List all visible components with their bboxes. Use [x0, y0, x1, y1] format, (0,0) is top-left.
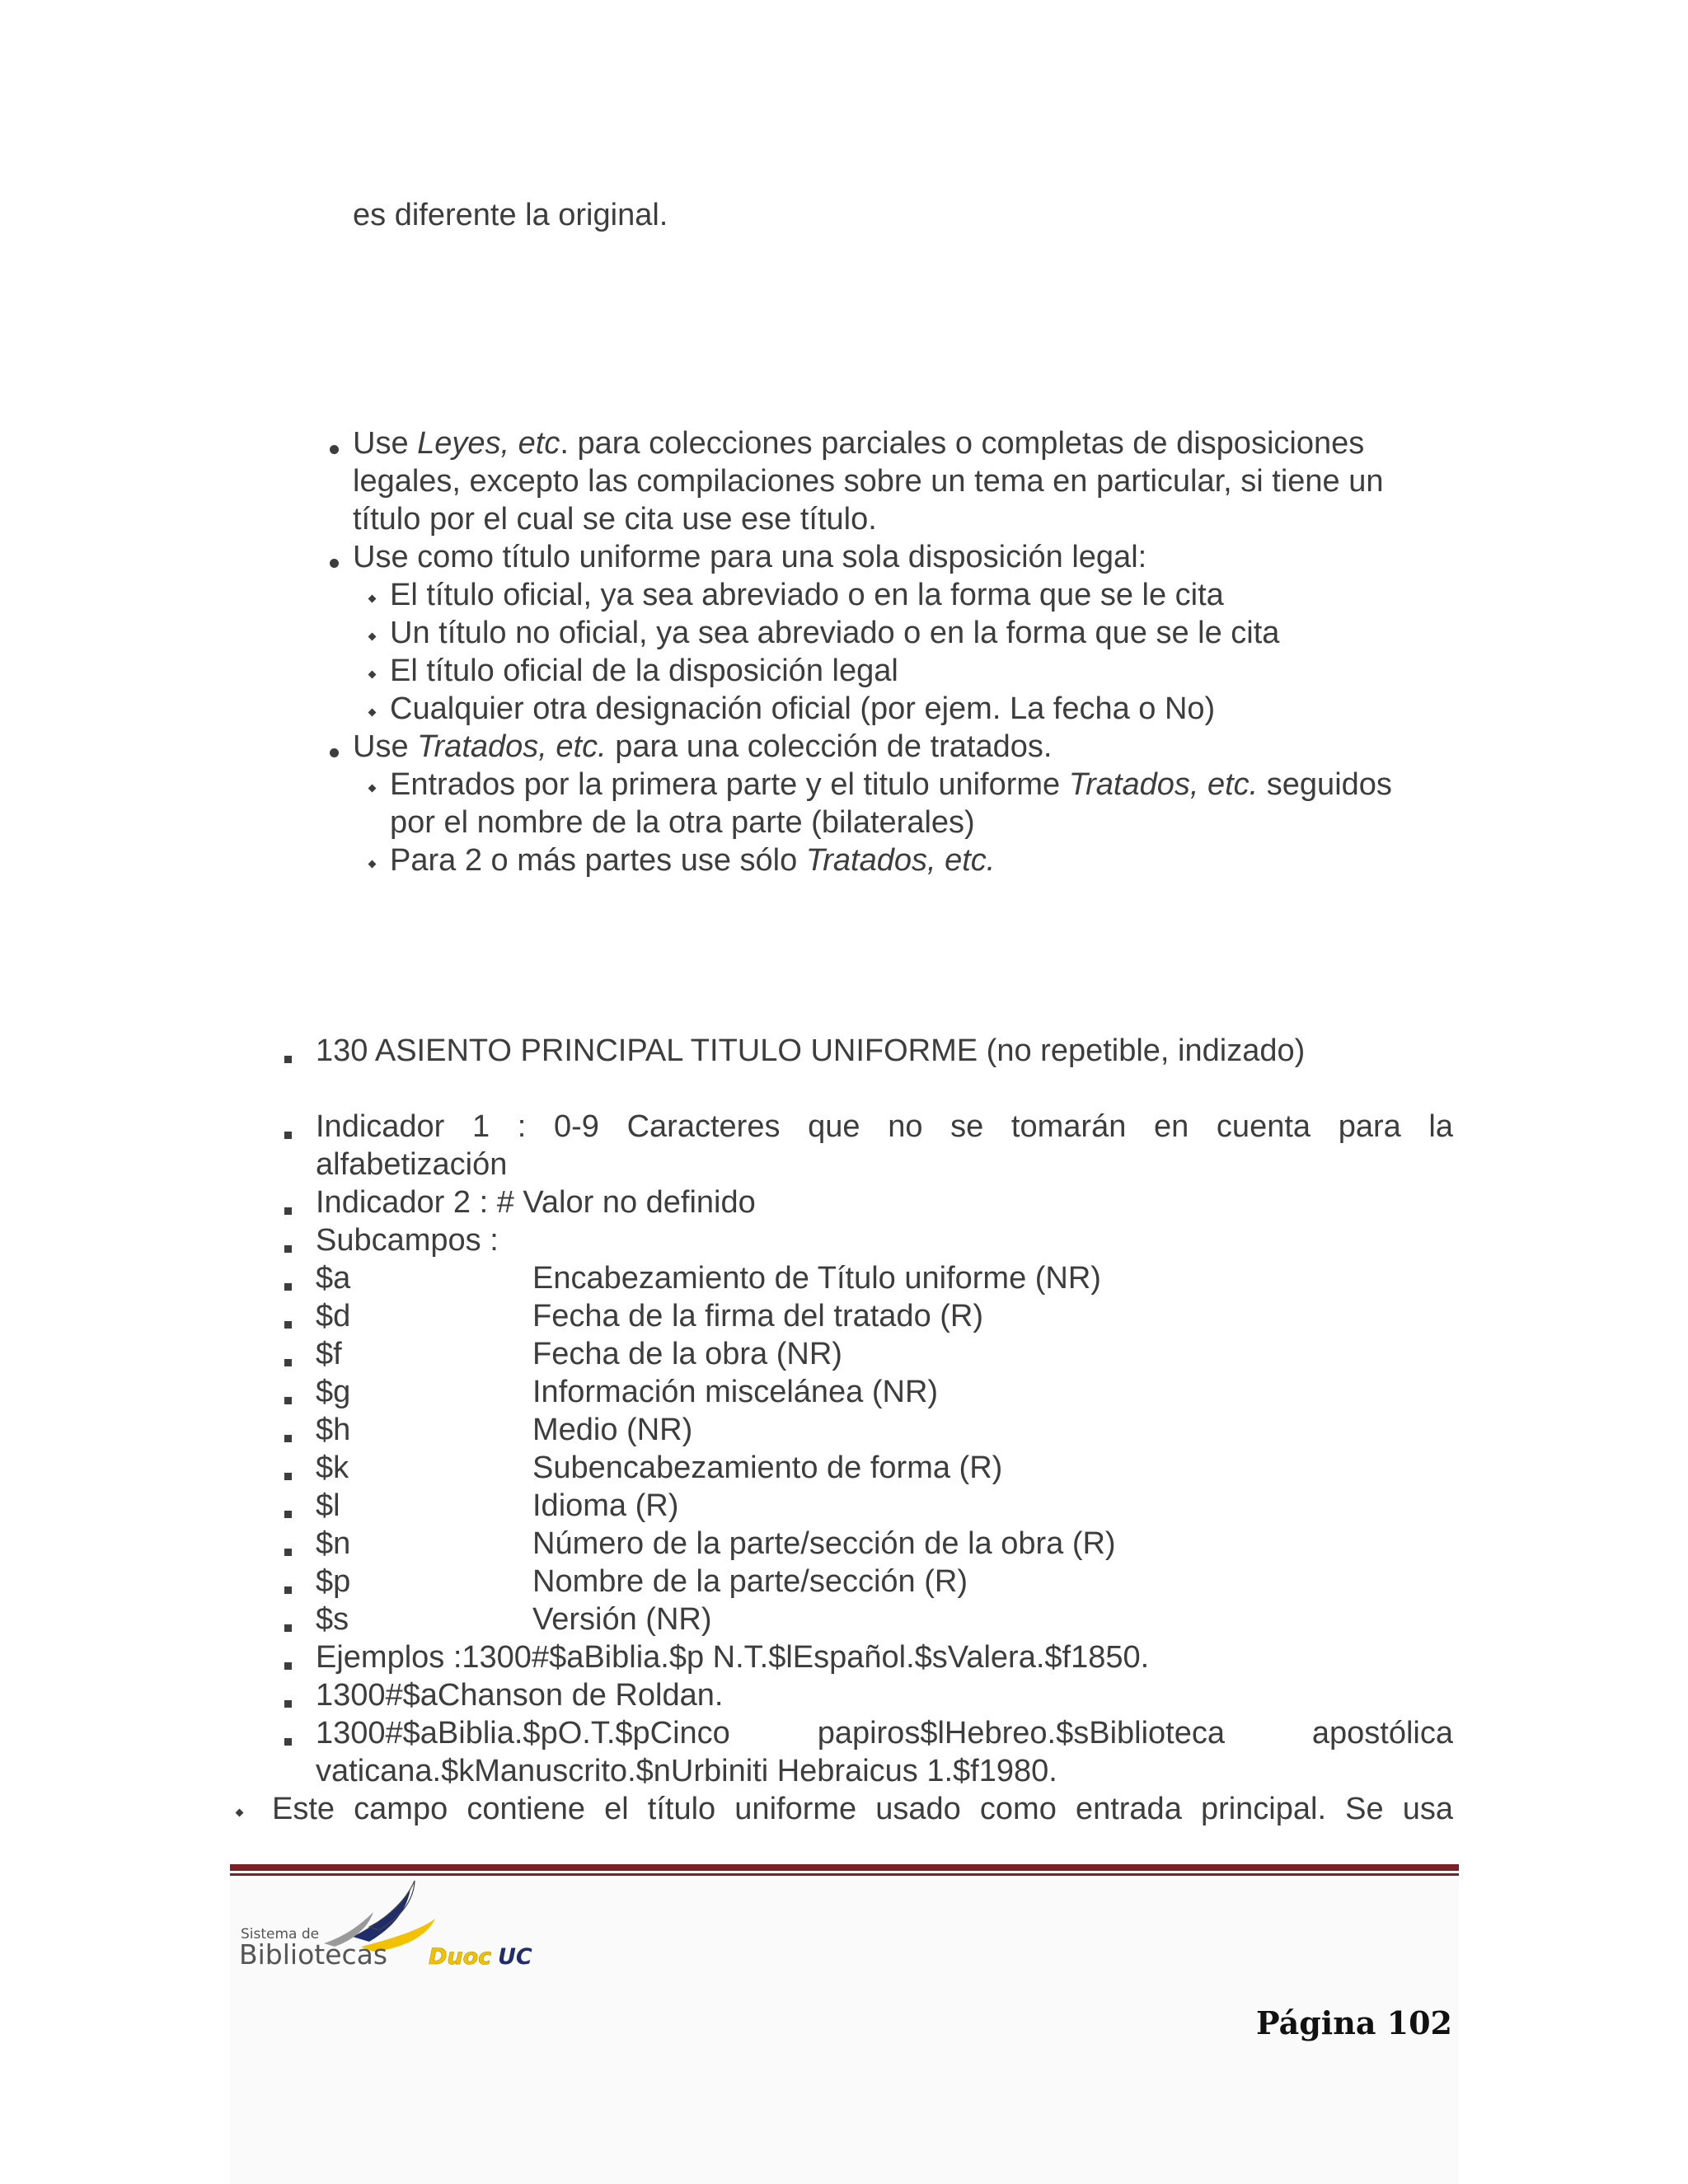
- subcampos-label: Subcampos :: [316, 1223, 499, 1258]
- sub-bullet-item: El título oficial, ya sea abreviado o en la forma que se le cita: [390, 578, 1224, 612]
- diamond-bullet: [236, 1809, 244, 1817]
- sub-bullet-item: El título oficial de la disposición legal: [390, 654, 898, 688]
- subfield-desc: Subencabezamiento de forma (R): [532, 1451, 1003, 1485]
- bullet-dot: [330, 748, 339, 757]
- logo-uc-text: UC: [498, 1944, 532, 1970]
- subfield-code: $l: [316, 1488, 340, 1523]
- indicator-1-line2: alfabetización: [316, 1147, 508, 1182]
- square-bullet: [284, 1473, 292, 1480]
- subfield-desc: Idioma (R): [532, 1488, 679, 1523]
- sub-bullet-diamond: [368, 671, 377, 679]
- subfield-code: $d: [316, 1299, 351, 1333]
- example-3-line2: vaticana.$kManuscrito.$nUrbiniti Hebraicus 1.$f1980.: [316, 1754, 1057, 1788]
- footer-rule-thin: [230, 1873, 1459, 1876]
- subfield-desc: Número de la parte/sección de la obra (R): [532, 1526, 1116, 1561]
- logo-duoc-text: Duoc: [429, 1944, 492, 1970]
- square-bullet: [284, 1283, 292, 1291]
- logo-bibliotecas-text: Bibliotecas: [239, 1938, 388, 1971]
- subfield-code: $f: [316, 1337, 342, 1371]
- sub-bullet-item-line2: por el nombre de la otra parte (bilaterales): [390, 805, 975, 840]
- field-heading: 130 ASIENTO PRINCIPAL TITULO UNIFORME (no repetible, indizado): [316, 1033, 1306, 1068]
- square-bullet: [284, 1586, 292, 1594]
- example-2: 1300#$aChanson de Roldan.: [316, 1678, 724, 1713]
- square-bullet: [284, 1738, 292, 1746]
- sub-bullet-diamond: [368, 785, 377, 793]
- subfield-desc: Versión (NR): [532, 1602, 712, 1637]
- example-1: Ejemplos :1300#$aBiblia.$p N.T.$lEspañol.$sValera.$f1850.: [316, 1640, 1150, 1675]
- bullet-leyes-line2: legales, excepto las compilaciones sobre un tema en particular, si tiene un: [353, 464, 1384, 499]
- square-bullet: [284, 1511, 292, 1518]
- sub-bullet-item: Un título no oficial, ya sea abreviado o en la forma que se le cita: [390, 616, 1280, 650]
- indicator-2: Indicador 2 : # Valor no definido: [316, 1185, 756, 1220]
- subfield-desc: Fecha de la firma del tratado (R): [532, 1299, 984, 1333]
- sub-bullet-item: Cualquier otra designación oficial (por ejem. La fecha o No): [390, 691, 1216, 726]
- subfield-code: $g: [316, 1375, 351, 1409]
- subfield-desc: Fecha de la obra (NR): [532, 1337, 842, 1371]
- sub-bullet-diamond: [368, 595, 377, 603]
- square-bullet: [284, 1435, 292, 1442]
- square-bullet: [284, 1132, 292, 1139]
- subfield-desc: Información miscelánea (NR): [532, 1375, 939, 1409]
- indicator-1: Indicador 1 : 0-9 Caracteres que no se tomarán en cuenta para la: [316, 1109, 1453, 1144]
- square-bullet: [284, 1549, 292, 1556]
- sub-bullet-diamond: [368, 860, 377, 869]
- subfield-code: $p: [316, 1564, 351, 1599]
- square-bullet: [284, 1662, 292, 1670]
- square-bullet: [284, 1321, 292, 1329]
- subfield-code: $a: [316, 1261, 351, 1296]
- square-bullet: [284, 1624, 292, 1632]
- logo-small-text: Sistema de: [241, 1926, 320, 1943]
- continuation-line: es diferente la original.: [353, 198, 668, 232]
- subfield-code: $k: [316, 1451, 349, 1485]
- bullet-leyes: Use Leyes, etc. para colecciones parciales o completas de disposiciones: [353, 426, 1365, 461]
- subfield-desc: Encabezamiento de Título uniforme (NR): [532, 1261, 1101, 1296]
- subfield-desc: Medio (NR): [532, 1413, 693, 1447]
- square-bullet: [284, 1397, 292, 1404]
- sub-bullet-diamond: [368, 633, 377, 641]
- subfield-code: $s: [316, 1602, 349, 1637]
- square-bullet: [284, 1359, 292, 1366]
- library-logo: [237, 1879, 584, 1974]
- footer-rule-thick: [230, 1864, 1459, 1871]
- square-bullet: [284, 1207, 292, 1215]
- square-bullet: [284, 1056, 292, 1063]
- page-number: Página 102: [1256, 2004, 1452, 2041]
- logo-swoosh-navy: [353, 1889, 410, 1942]
- bullet-titulo-uniforme: Use como título uniforme para una sola disposición legal:: [353, 540, 1147, 574]
- sub-bullet-item: Para 2 o más partes use sólo Tratados, etc.: [390, 843, 996, 878]
- bullet-tratados: Use Tratados, etc. para una colección de tratados.: [353, 729, 1053, 764]
- subfield-code: $n: [316, 1526, 351, 1561]
- subfield-desc: Nombre de la parte/sección (R): [532, 1564, 968, 1599]
- bullet-dot: [330, 445, 339, 454]
- sub-bullet-item: Entrados por la primera parte y el titulo uniforme Tratados, etc. seguidos: [390, 767, 1392, 802]
- sub-bullet-diamond: [368, 709, 377, 717]
- subfield-code: $h: [316, 1413, 351, 1447]
- closing-paragraph-line: Este campo contiene el título uniforme usado como entrada principal. Se usa: [272, 1792, 1453, 1826]
- bullet-dot: [330, 559, 339, 568]
- example-3: 1300#$aBiblia.$pO.T.$pCinco papiros$lHebreo.$sBiblioteca apostólica: [316, 1716, 1453, 1750]
- square-bullet: [284, 1245, 292, 1253]
- bullet-leyes-line3: título por el cual se cita use ese título.: [353, 502, 877, 537]
- square-bullet: [284, 1700, 292, 1708]
